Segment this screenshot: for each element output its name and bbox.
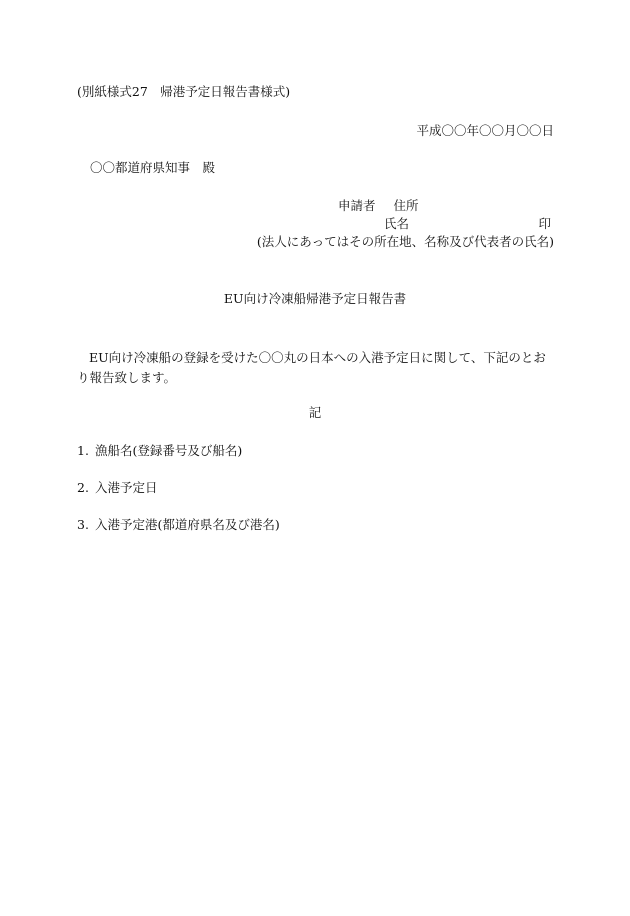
- document-date: 平成〇〇年〇〇月〇〇日: [416, 123, 554, 138]
- applicant-note: (法人にあってはその所在地、名称及び代表者の氏名): [256, 234, 554, 249]
- body-paragraph: EU向け冷凍船の登録を受けた〇〇丸の日本への入港予定日に関して、下記のとおり報告致します。: [77, 350, 546, 385]
- address-label: 住所: [393, 198, 419, 213]
- form-label: (別紙様式27 帰港予定日報告書様式): [77, 84, 291, 99]
- list-item: [77, 482, 158, 495]
- name-label: 氏名: [384, 216, 410, 231]
- item-text: 入港予定日: [95, 480, 158, 495]
- item-text: 入港予定港(都道府県名及び港名): [95, 517, 280, 532]
- list-item: [77, 445, 242, 458]
- applicant-address-row: [338, 200, 419, 213]
- document-title: EU向け冷凍船帰港予定日報告書: [223, 291, 407, 306]
- list-item: [77, 519, 280, 532]
- item-number: 2.: [77, 480, 89, 495]
- item-number: 1.: [77, 443, 89, 458]
- item-number: 3.: [77, 517, 89, 532]
- applicant-name-row: [384, 218, 551, 231]
- addressee: 〇〇都道府県知事 殿: [90, 160, 216, 175]
- applicant-label: 申請者: [338, 198, 376, 213]
- item-text: 漁船名(登録番号及び船名): [95, 443, 243, 458]
- ki-heading: 記: [308, 405, 322, 420]
- seal-label: 印: [538, 216, 551, 231]
